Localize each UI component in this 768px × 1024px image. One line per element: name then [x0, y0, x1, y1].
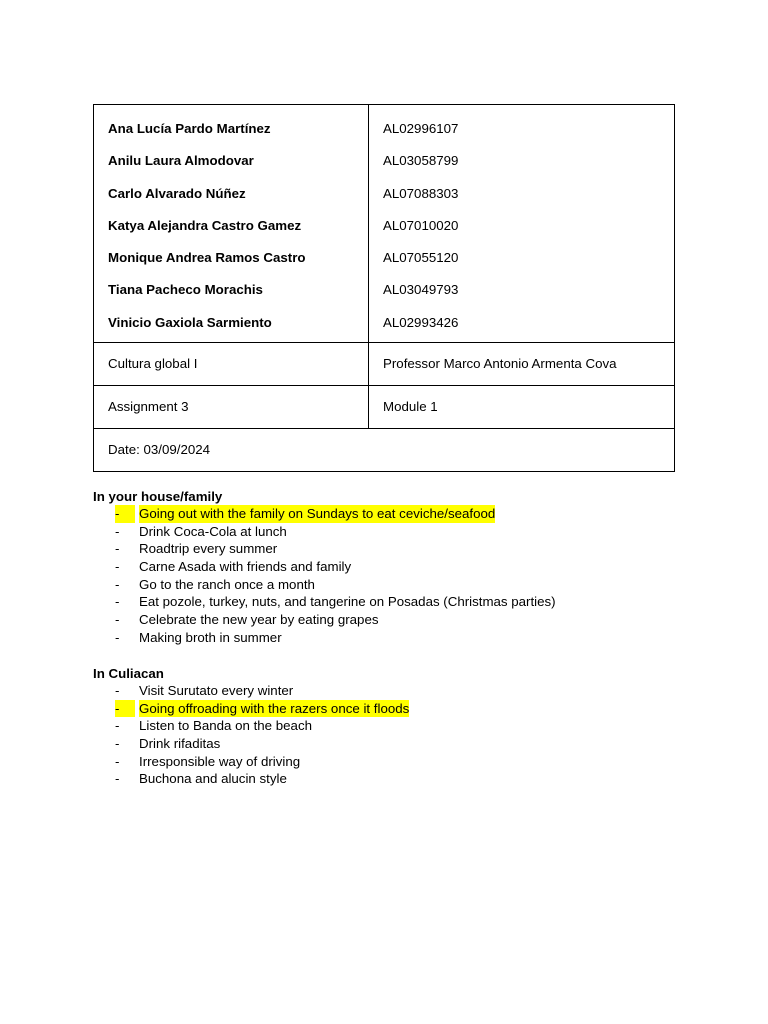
list-item-text: Drink rifaditas [139, 736, 221, 752]
member-id: AL02993426 [383, 314, 459, 330]
bullet-dash: - [115, 736, 120, 752]
bullet-dash: - [115, 505, 135, 523]
member-id: AL03049793 [383, 282, 459, 298]
bullet-dash: - [115, 753, 120, 769]
bullet-dash: - [115, 771, 120, 787]
member-id: AL07055120 [383, 250, 459, 266]
bullet-dash: - [115, 541, 120, 557]
list-item-text: Go to the ranch once a month [139, 576, 315, 592]
member-names-cell [94, 105, 369, 343]
member-name: Carlo Alvarado Núñez [108, 185, 246, 201]
bullet-dash: - [115, 629, 120, 645]
member-id: AL07088303 [383, 185, 459, 201]
bullet-dash: - [115, 612, 120, 628]
info-table [93, 104, 675, 472]
member-name: Ana Lucía Pardo Martínez [108, 121, 271, 136]
list-item-text: Roadtrip every summer [139, 541, 278, 557]
members-row [94, 105, 675, 343]
list-item-text: Drink Coca-Cola at lunch [139, 523, 287, 539]
member-name: Monique Andrea Ramos Castro [108, 250, 306, 266]
bullet-dash: - [115, 683, 120, 698]
module-label: Module 1 [369, 385, 675, 428]
list-item-text: Visit Surutato every winter [139, 683, 294, 698]
member-id: AL02996107 [383, 121, 459, 136]
assignment-row [94, 385, 675, 428]
list-item-text: Listen to Banda on the beach [139, 718, 312, 734]
member-name: Katya Alejandra Castro Gamez [108, 217, 302, 233]
bullet-dash: - [115, 700, 135, 718]
bullet-dash: - [115, 718, 120, 734]
date-row [94, 428, 675, 471]
course-name: Cultura global I [94, 342, 369, 385]
bullet-dash: - [115, 594, 120, 610]
section-title-culiacan: In Culiacan [93, 666, 164, 681]
list-item-text: Celebrate the new year by eating grapes [139, 612, 379, 628]
assignment-label: Assignment 3 [94, 385, 369, 428]
list-item-text: Carne Asada with friends and family [139, 559, 352, 575]
bullet-dash: - [115, 523, 120, 539]
member-id: AL07010020 [383, 217, 459, 233]
member-name: Vinicio Gaxiola Sarmiento [108, 314, 272, 330]
bullet-dash: - [115, 559, 120, 575]
member-name: Tiana Pacheco Morachis [108, 282, 263, 298]
list-item-text: Irresponsible way of driving [139, 753, 301, 769]
member-id: AL03058799 [383, 153, 459, 169]
list-item-text: Eat pozole, turkey, nuts, and tangerine on Posadas (Christmas parties) [139, 594, 556, 610]
list-item-text: Buchona and alucin style [139, 771, 287, 787]
list-item-text: Going out with the family on Sundays to eat ceviche/seafood [139, 506, 496, 521]
list-item-text: Making broth in summer [139, 629, 282, 645]
course-row [94, 342, 675, 385]
date-label: Date: 03/09/2024 [94, 428, 675, 471]
professor-name: Professor Marco Antonio Armenta Cova [369, 342, 675, 385]
section-title-house-family: In your house/family [93, 489, 223, 504]
member-name: Anilu Laura Almodovar [108, 153, 254, 169]
list-item-text: Going offroading with the razers once it floods [139, 700, 410, 716]
member-ids-cell [369, 105, 675, 343]
bullet-dash: - [115, 576, 120, 592]
